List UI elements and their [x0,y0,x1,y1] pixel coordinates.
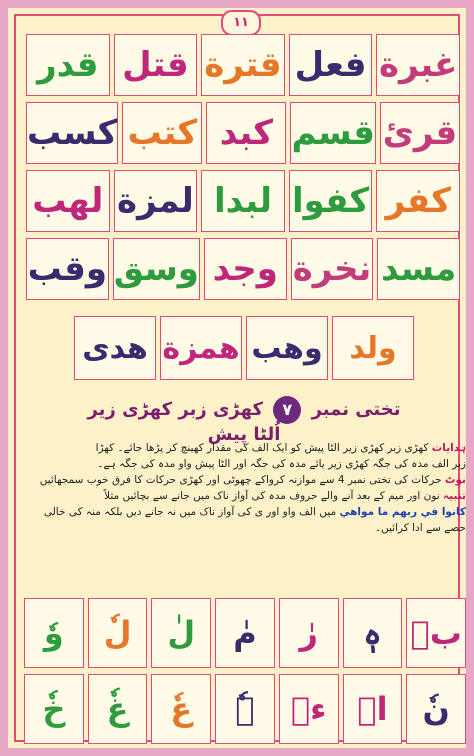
word-cell: هدى [74,316,156,380]
instruction-line [22,472,466,488]
instruction-line: زبر الف مدہ کی جگہ کھڑی زیر یائے مدہ کی جگہ اور الٹا پیش واو مدہ کی جگہ ہے۔ [97,458,466,470]
label-instructions: ہدایات [431,442,466,454]
word-cell: قرئ [380,102,460,164]
instruction-line [22,488,466,504]
instruction-text: حرکات کی تختی نمبر 4 سے موازنہ کرواکے چھوٹی اور کھڑی حرکات کا فرق خوب سمجھائیں [39,474,442,486]
lesson-heading: کھڑی زبر کھڑی زیر اُلٹا پیش [87,399,281,445]
letter-grid [22,596,468,748]
label-warning: تنبیہ [443,490,466,502]
word-cell: كفر [376,170,460,232]
word-cell: نخرة [291,238,374,300]
letter-cell: لٰ [151,598,211,668]
lesson-title [84,396,404,445]
page-number: ١١ [221,10,261,36]
letter-cell: نٗ [406,674,466,744]
word-cell: قدر [26,34,110,96]
word-cell: غبرة [376,34,460,96]
word-cell: قسم [290,102,376,164]
word-cell: كسب [26,102,118,164]
lesson-prefix: تختی نمبر [311,399,401,420]
word-cell: فعل [289,34,373,96]
instruction-text: میں الف واو اور ی کی آواز ناک میں نہ جانے دیں بلکہ منہ کی خالی [43,506,337,518]
letter-cell: ءٖ [279,674,339,744]
word-cell: مسد [377,238,460,300]
word-row-last [72,314,416,382]
letter-cell: وٗ [24,598,84,668]
word-cell: وهب [246,316,328,380]
letter-cell: ہٖ [343,598,403,668]
instruction-line [22,440,466,456]
letter-cell: ہٗ [215,674,275,744]
letter-cell: عٗ [151,674,211,744]
instruction-line: حصے سے ادا کرائیں۔ [374,522,466,534]
instruction-example: كانوا في ربهم ما مواهي [339,506,466,518]
word-cell: لمزة [114,170,198,232]
word-cell: همزة [160,316,242,380]
label-note: نوٹ [444,474,466,486]
letter-row [22,672,468,746]
word-cell: وسق [113,238,200,300]
letter-cell: اٖ [343,674,403,744]
letter-cell: بٖ [406,598,466,668]
instruction-text: نون اور میم کے بعد آنے والے حروف مدہ کی آواز ناک میں جانے سے بچائیں مثلاً [104,490,440,502]
word-cell: لبدا [201,170,285,232]
word-row [24,100,462,166]
letter-cell: خٗ [24,674,84,744]
instruction-line [22,504,466,520]
letter-cell: مٰ [215,598,275,668]
word-grid [24,32,462,304]
word-row [24,32,462,98]
instruction-text: کھڑی زبر کھڑی زیر الٹا پیش کو ایک الف کی مقدار کھینچ کر پڑھا جائے۔ کھڑا [95,442,429,454]
lesson-number-badge: ۷ [273,396,301,424]
word-cell: كبد [206,102,286,164]
letter-cell: غٗ [88,674,148,744]
word-cell: كتب [122,102,202,164]
word-cell: قترة [201,34,285,96]
letter-cell: رٰ [279,598,339,668]
word-cell: وقب [26,238,109,300]
word-cell: لهب [26,170,110,232]
letter-row [22,596,468,670]
word-row [24,236,462,302]
letter-cell: لٗ [88,598,148,668]
instructions-block [22,440,466,592]
word-cell: وجد [204,238,287,300]
word-cell: ولد [332,316,414,380]
word-row [24,168,462,234]
word-cell: قتل [114,34,198,96]
word-cell: كفوا [289,170,373,232]
